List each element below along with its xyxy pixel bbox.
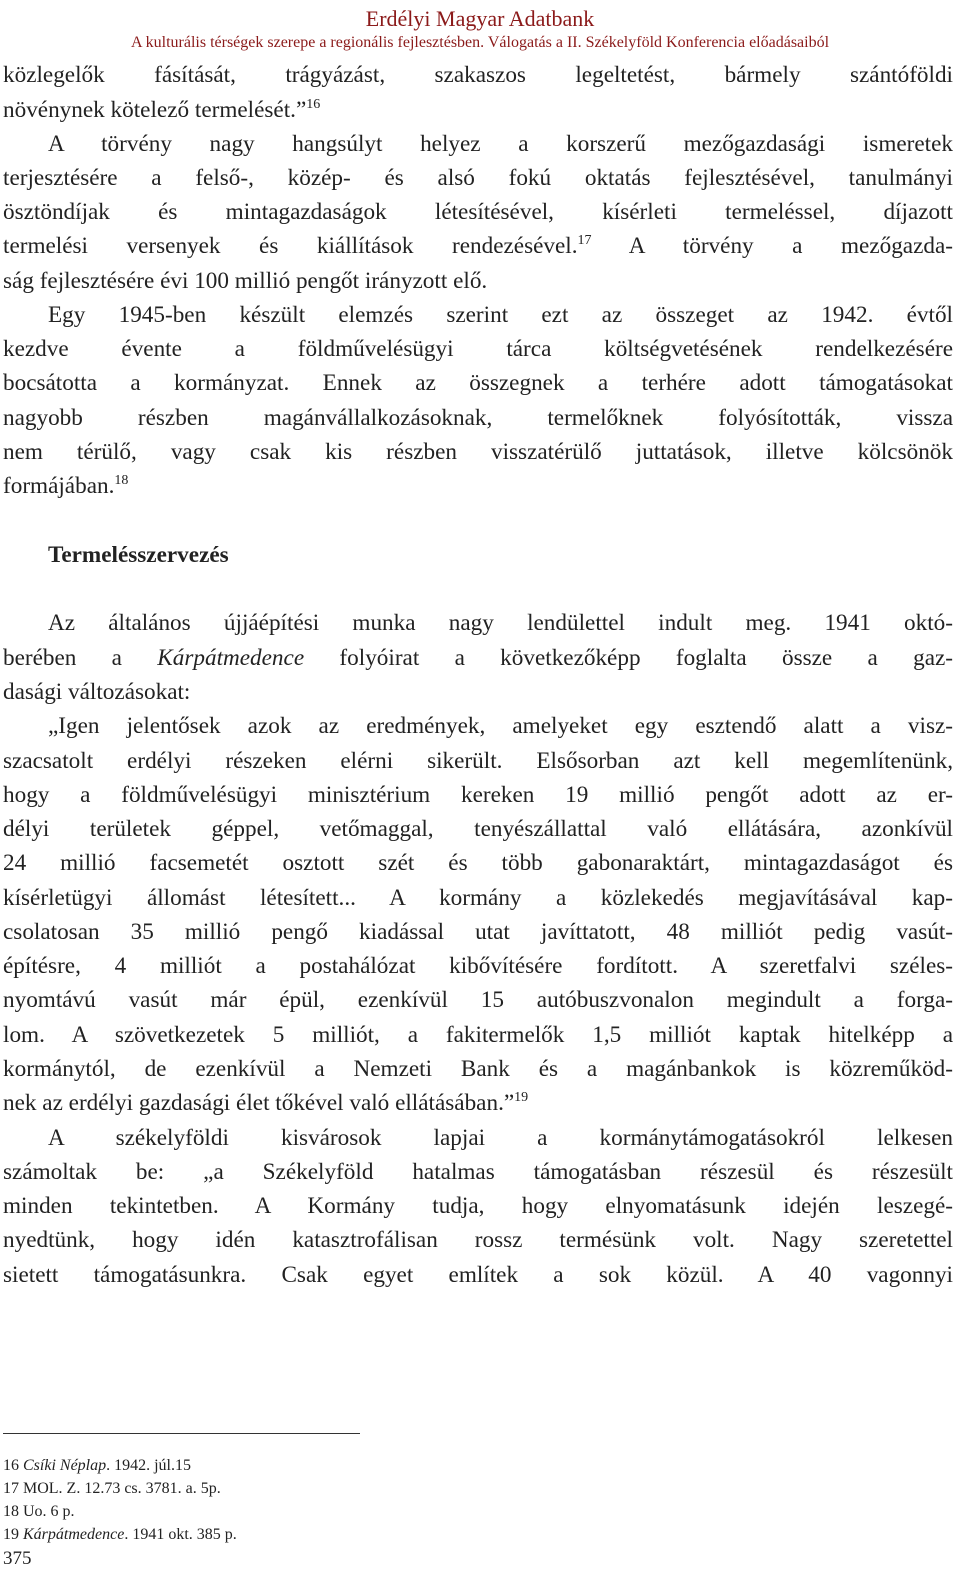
text-line: csolatosan 35 millió pengő kiadással utat javíttatott, 48 milliót pedig vasút- (3, 919, 953, 945)
footnote-source-title: Csíki Néplap (23, 1457, 107, 1474)
text-line: építésre, 4 milliót a postahálózat kibővítésére fordított. A szeretfalvi széles- (3, 953, 953, 979)
text-line: lom. A szövetkezetek 5 milliót, a fakitermelők 1,5 milliót kaptak hitelképp a (3, 1022, 953, 1048)
footnote-divider (3, 1433, 360, 1434)
site-title[interactable]: Erdélyi Magyar Adatbank (365, 6, 595, 31)
text-line (3, 643, 953, 673)
text-line: bocsátotta a kormányzat. Ennek az összegnek a terhére adott támogatásokat (3, 370, 953, 396)
text-line: Egy 1945-ben készült elemzés szerint ezt az összeget az 1942. évtől (48, 302, 953, 328)
text-line: A törvény nagy hangsúlyt helyez a korszerű mezőgazdasági ismeretek (48, 131, 953, 157)
text-line: nem térülő, vagy csak kis részben visszatérülő juttatások, illetve kölcsönök (3, 439, 953, 465)
footnote-ref-16[interactable]: 16 (306, 97, 321, 112)
text-span: A törvény a mezőgazda- (591, 233, 953, 259)
text-span: nek az erdélyi gazdasági élet tőkével való ellátásában.” (3, 1090, 515, 1116)
text-line (3, 95, 953, 125)
page-number: 375 (3, 1548, 32, 1569)
journal-title: Kárpátmedence (157, 645, 305, 671)
text-line: kormánytól, de ezenkívül a Nemzeti Bank és a magánbankok is közreműköd- (3, 1056, 953, 1082)
text-line: hogy a földművelésügyi minisztérium kereken 19 millió pengőt adott az er- (3, 782, 953, 808)
text-line: terjesztésére a felső-, közép- és alsó fokú oktatás fejlesztésével, tanulmányi (3, 165, 953, 191)
footnote-ref-18[interactable]: 18 (114, 473, 129, 488)
section-heading: Termelésszervezés (48, 542, 229, 568)
text-line: számoltak be: „a Székelyföld hatalmas támogatásban részesül és részesült (3, 1159, 953, 1185)
book-subtitle: A kulturális térségek szerepe a regionális fejlesztésben. Válogatás a II. Székelyföld Konferencia előadásaiból (130, 34, 830, 51)
footnote-detail: . 1942. júl.15 (106, 1457, 191, 1474)
text-line: nyomtávú vasút már épül, ezenkívül 15 autóbuszvonalon megindult a forga- (3, 987, 953, 1013)
text-span: növénynek kötelező termelését.” (3, 97, 307, 123)
text-line: „Igen jelentősek azok az eredmények, amelyeket egy esztendő alatt a visz- (48, 713, 953, 739)
text-line: dasági változásokat: (3, 679, 191, 705)
text-span: berében a (3, 645, 158, 671)
footnote-detail: . 1941 okt. 385 p. (124, 1526, 237, 1543)
text-line (3, 231, 953, 261)
text-line: kezdve évente a földművelésügyi tárca költségvetésének rendelkezésére (3, 336, 953, 362)
footnote-18: 18 Uo. 6 p. (3, 1503, 75, 1520)
text-line: minden tekintetben. A Kormány tudja, hogy elnyomatásunk idején leszegé- (3, 1193, 953, 1219)
text-line: nagyobb részben magánvállalkozásoknak, termelőknek folyósították, vissza (3, 405, 953, 431)
text-line: ösztöndíjak és mintagazdaságok létesítésével, kísérleti termeléssel, díjazott (3, 199, 953, 225)
footnote-source-title: Kárpátmedence (23, 1526, 125, 1543)
text-span: termelési versenyek és kiállítások rendezésével. (3, 233, 578, 259)
footnote-16 (3, 1456, 191, 1476)
footnote-number: 19 (3, 1526, 23, 1543)
text-line: délyi területek géppel, vetőmaggal, tenyészállattal való ellátására, azonkívül (3, 816, 953, 842)
text-line: sietett támogatásunkra. Csak egyet említek a sok közül. A 40 vagonnyi (3, 1262, 953, 1288)
text-line: 24 millió facsemetét osztott szét és több gabonaraktárt, mintagazdaságot és (3, 850, 953, 876)
text-span: formájában. (3, 473, 115, 499)
text-line: közlegelők fásítását, trágyázást, szakaszos legeltetést, bármely szántóföldi (3, 62, 953, 88)
text-span: folyóirat a következőképp foglalta össze a gaz- (304, 645, 954, 671)
text-line: nyedtünk, hogy idén katasztrofálisan rossz termésünk volt. Nagy szeretettel (3, 1227, 953, 1253)
footnote-number: 16 (3, 1457, 23, 1474)
text-line (3, 1088, 953, 1118)
text-line: A székelyföldi kisvárosok lapjai a kormánytámogatásokról lelkesen (48, 1125, 953, 1151)
text-line: szacsatolt erdélyi részeken elérni sikerült. Elsősorban azt kell megemlítenünk, (3, 748, 953, 774)
text-line: kísérletügyi állomást létesített... A kormány a közlekedés megjavításával kap- (3, 885, 953, 911)
text-line: ság fejlesztésére évi 100 millió pengőt irányzott elő. (3, 268, 488, 294)
footnote-ref-17[interactable]: 17 (577, 233, 592, 248)
footnote-ref-19[interactable]: 19 (514, 1090, 529, 1105)
footnote-17: 17 MOL. Z. 12.73 cs. 3781. a. 5p. (3, 1480, 221, 1497)
text-line: Az általános újjáépítési munka nagy lendülettel indult meg. 1941 októ- (48, 610, 953, 636)
text-line (3, 471, 953, 501)
footnote-19 (3, 1525, 237, 1545)
